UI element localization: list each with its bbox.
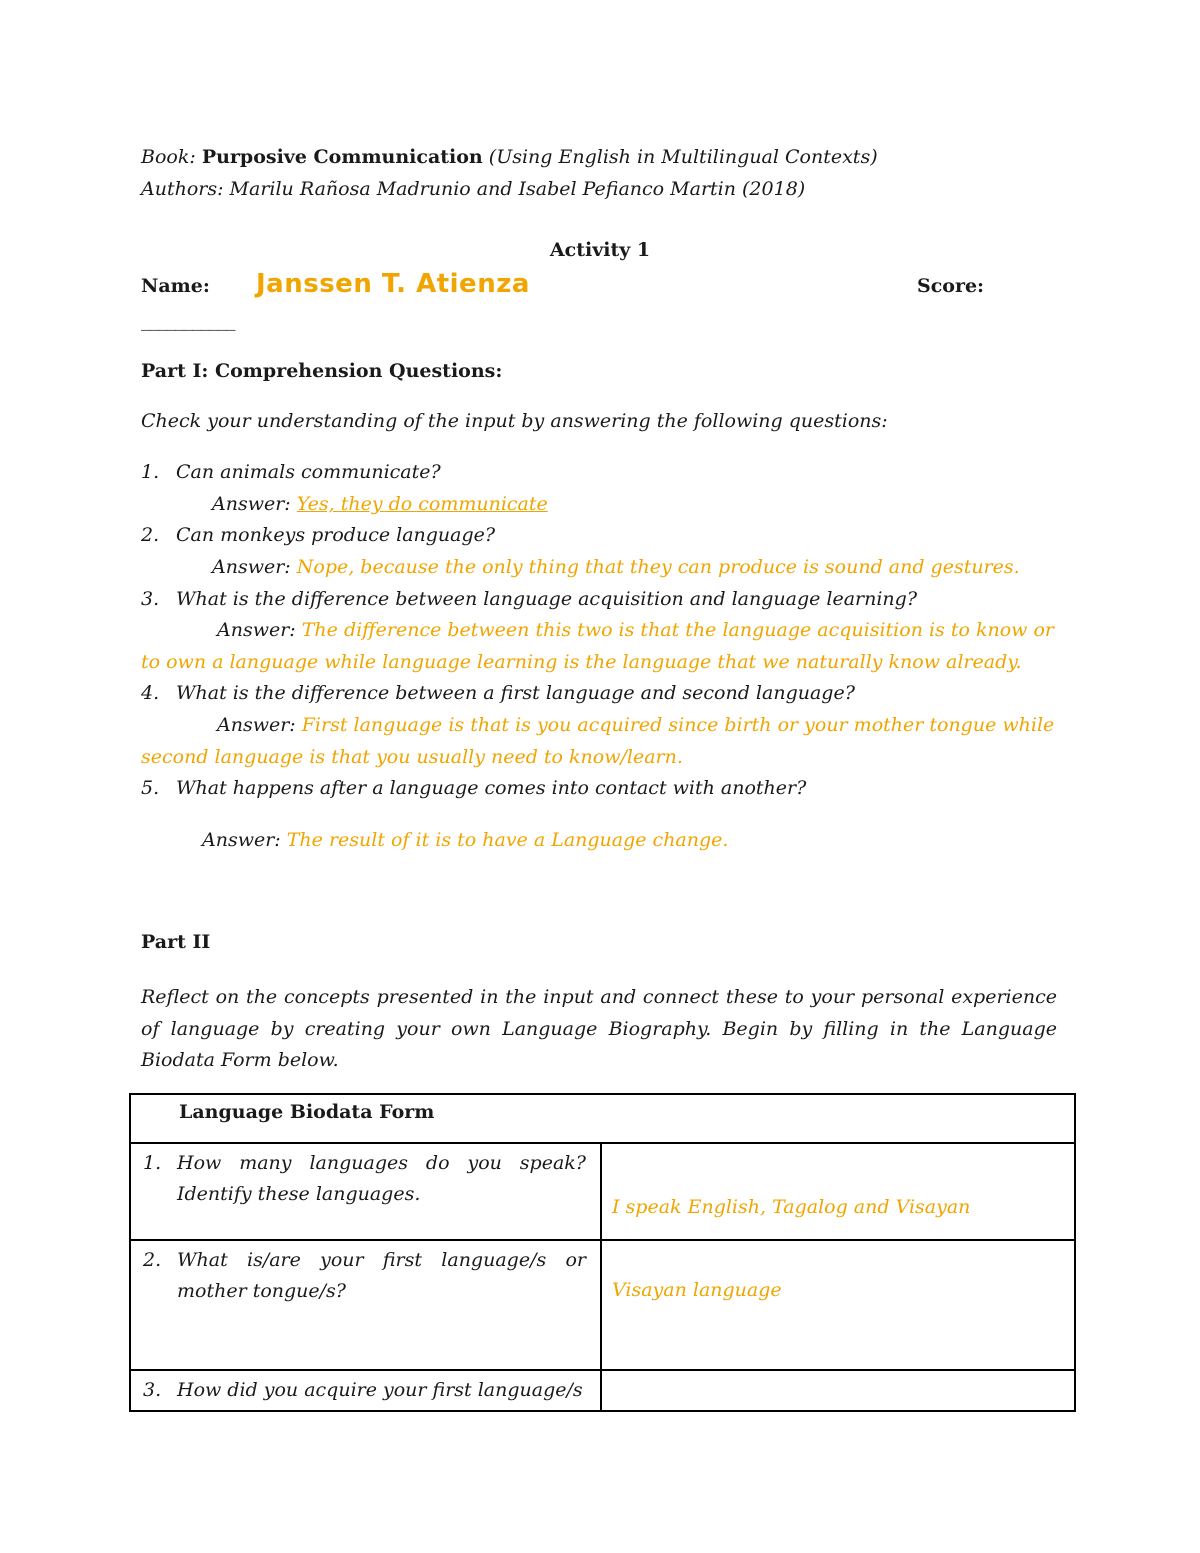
score-label: Score:: [917, 275, 985, 297]
part2-instructions: Reflect on the concepts presented in the input and connect these to your personal experience of language by creating your own Language Biography. Begin by filling in the Language Biodata Form below.: [141, 986, 1057, 1071]
answer-3-text-2: to own a language while language learning is the language that we naturally know already.: [141, 651, 1022, 673]
biodata-form-row-1: [130, 1143, 1075, 1240]
biodata-form-table: [129, 1093, 1076, 1412]
question-5-number: 5.: [141, 777, 160, 799]
book-title: Purposive Communication: [201, 146, 483, 168]
answer-5-label: Answer:: [202, 829, 281, 851]
biodata-form-row-3: [130, 1370, 1075, 1411]
question-4-number: 4.: [141, 682, 160, 704]
biodata-form-row-2: [130, 1240, 1075, 1370]
biodata-question-3-number: 3.: [143, 1379, 162, 1401]
question-1-number: 1.: [141, 461, 160, 483]
authors-line: Authors: Marilu Rañosa Madrunio and Isabel Pefianco Martin (2018): [141, 178, 806, 200]
book-line: [141, 145, 878, 169]
answer-3-text-1: The difference between this two is that the language acquisition is to know or: [301, 619, 1054, 641]
question-1-text: Can animals communicate?: [176, 461, 441, 483]
answer-3-line1: [217, 618, 1054, 642]
book-subtitle: (Using English in Multilingual Contexts): [488, 146, 878, 168]
biodata-answer-1: I speak English, Tagalog and Visayan: [612, 1196, 971, 1218]
answer-2-label: Answer:: [212, 556, 291, 578]
answer-4-text-1: First language is that is you acquired since birth or your mother tongue while: [301, 714, 1055, 736]
answer-1-label: Answer:: [212, 493, 291, 515]
biodata-answer-2: Visayan language: [612, 1279, 782, 1301]
biodata-question-1: How many languages do you speak? Identify these languages.: [177, 1152, 586, 1205]
score-line: ___________: [141, 309, 235, 331]
question-3-number: 3.: [141, 588, 160, 610]
answer-3-label: Answer:: [217, 619, 296, 641]
answer-5: [202, 828, 728, 852]
part1-instructions: Check your understanding of the input by answering the following questions:: [141, 410, 888, 432]
activity-title: Activity 1: [549, 239, 651, 261]
question-2-number: 2.: [141, 524, 160, 546]
biodata-form-title: Language Biodata Form: [179, 1101, 435, 1123]
biodata-question-1-number: 1.: [143, 1152, 162, 1174]
answer-4-label: Answer:: [217, 714, 296, 736]
answer-4-text-2: second language is that you usually need to know/learn.: [141, 746, 683, 768]
book-label: Book:: [141, 146, 196, 168]
part1-heading: Part I: Comprehension Questions:: [141, 360, 503, 382]
answer-5-text: The result of it is to have a Language change.: [286, 829, 729, 851]
question-5-text: What happens after a language comes into contact with another?: [176, 777, 807, 799]
answer-4-line1: [217, 713, 1054, 737]
biodata-question-3: How did you acquire your first language/s: [177, 1379, 583, 1401]
student-name: Janssen T. Atienza: [256, 269, 530, 299]
question-2-text: Can monkeys produce language?: [176, 524, 496, 546]
name-label: Name:: [141, 275, 210, 297]
biodata-question-2: What is/are your first language/s or mother tongue/s?: [177, 1249, 586, 1302]
biodata-form-header-row: [130, 1094, 1075, 1143]
answer-2-text: Nope, because the only thing that they can produce is sound and gestures.: [296, 556, 1020, 578]
part2-heading: Part II: [141, 931, 211, 953]
question-4-text: What is the difference between a first language and second language?: [176, 682, 855, 704]
answer-1-text: Yes, they do communicate: [296, 493, 548, 515]
question-3-text: What is the difference between language acquisition and language learning?: [176, 588, 918, 610]
answer-1: [212, 492, 548, 516]
biodata-question-2-number: 2.: [143, 1249, 162, 1271]
answer-2: [212, 555, 1020, 579]
